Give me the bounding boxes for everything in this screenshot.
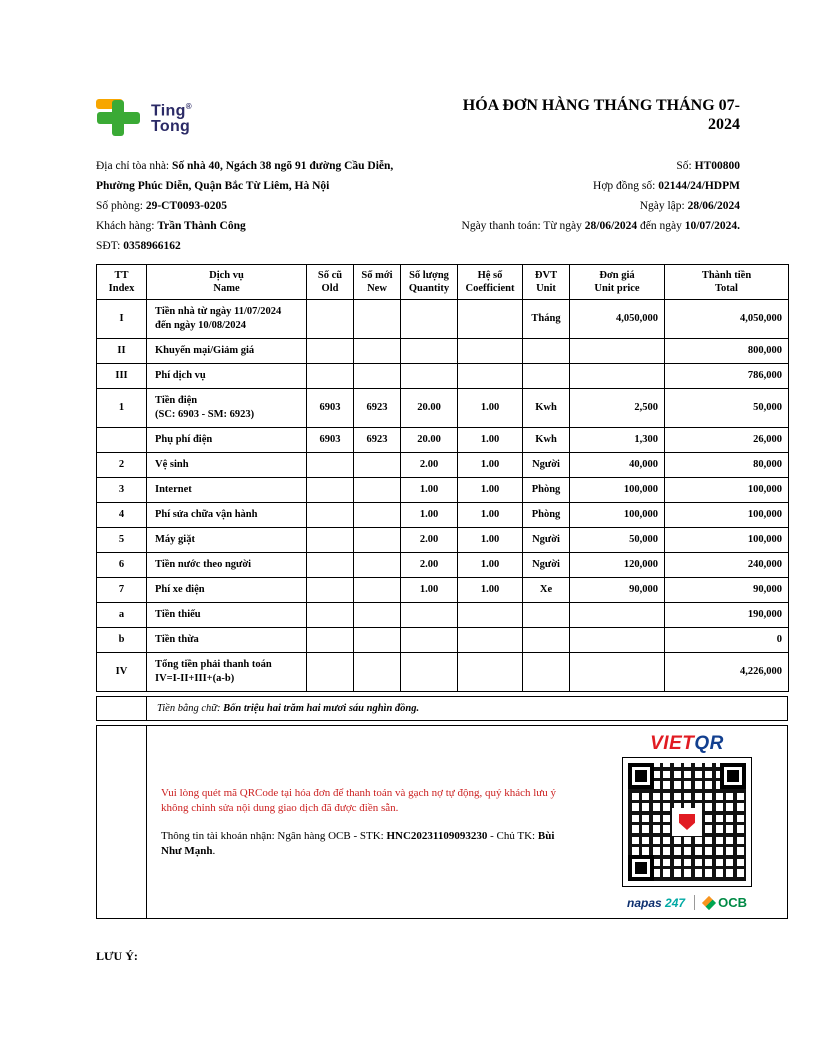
amount-in-words-index-cell	[97, 697, 147, 720]
issue-date: Ngày lập: 28/06/2024	[639, 200, 740, 212]
tingtong-logo	[96, 96, 192, 138]
tingtong-logo-text	[151, 99, 192, 135]
table-header-row	[97, 265, 789, 300]
registered-mark: ®	[185, 101, 192, 111]
col-header-old: Số cũ Old	[307, 265, 354, 300]
building-address-line-2: Phường Phúc Diễn, Quận Bắc Từ Liêm, Hà Nội	[96, 180, 330, 192]
info-row	[96, 156, 740, 176]
vietqr-center-badge	[672, 808, 702, 836]
phone-number: SĐT: 0358966162	[96, 240, 181, 252]
ocb-diamond-icon	[702, 895, 716, 909]
logo-divider	[694, 895, 695, 910]
building-address-line-1: Địa chỉ tòa nhà: Số nhà 40, Ngách 38 ngõ 91 đường Cầu Diễn,	[96, 160, 394, 172]
qr-finder-top-left-icon	[628, 763, 654, 789]
amount-in-words-row	[96, 696, 788, 721]
table-row-internet: 3 Internet 1.00 1.00 Phòng 100,000 100,000	[97, 478, 789, 503]
logo-word-tong: Tong	[151, 118, 191, 136]
qr-code	[622, 757, 752, 887]
col-header-quantity: Số lượng Quantity	[401, 265, 458, 300]
payment-network-logos	[627, 895, 747, 910]
payment-date-range: Ngày thanh toán: Từ ngày 28/06/2024 đến ngày 10/07/2024.	[461, 220, 740, 232]
account-number: HNC20231109093230	[386, 829, 488, 842]
header	[96, 96, 788, 144]
logo-word-ting: Ting	[151, 102, 186, 120]
qr-area	[587, 726, 787, 918]
invoice-title: HÓA ĐƠN HÀNG THÁNG THÁNG 07-2024	[462, 97, 740, 133]
col-header-name: Dịch vụ Name	[147, 265, 307, 300]
footer-note: LƯU Ý:	[96, 949, 138, 963]
info-row	[96, 236, 740, 256]
invoice-content	[96, 0, 788, 964]
col-header-unit-price: Đơn giá Unit price	[570, 265, 665, 300]
table-row-discount: II Khuyến mại/Giảm giá 800,000	[97, 339, 789, 364]
payment-index-cell	[97, 726, 147, 918]
info-row	[96, 216, 740, 236]
qr-finder-top-right-icon	[720, 763, 746, 789]
ocb-logo: OCB	[704, 895, 747, 910]
table-row-service-fee: III Phí dịch vụ 786,000	[97, 364, 789, 389]
table-row-maintenance: 4 Phí sửa chữa vận hành 1.00 1.00 Phòng 100,000 100,000	[97, 503, 789, 528]
customer-name: Khách hàng: Trần Thành Công	[96, 220, 246, 232]
payment-section	[96, 725, 788, 919]
table-row-water: 6 Tiền nước theo người 2.00 1.00 Người 120,000 240,000	[97, 553, 789, 578]
table-row-laundry: 5 Máy giặt 2.00 1.00 Người 50,000 100,000	[97, 528, 789, 553]
col-header-total: Thành tiền Total	[665, 265, 789, 300]
table-row-excess: b Tiền thừa 0	[97, 628, 789, 653]
payment-main-cell	[147, 726, 787, 918]
invoice-number: Số: HT00800	[676, 160, 740, 172]
col-header-unit: ĐVT Unit	[523, 265, 570, 300]
invoice-info	[96, 156, 740, 256]
table-row-cleaning: 2 Vệ sinh 2.00 1.00 Người 40,000 80,000	[97, 453, 789, 478]
vietqr-logo: VIETQR	[650, 733, 724, 754]
qr-finder-bottom-left-icon	[628, 855, 654, 881]
table-row-ebike: 7 Phí xe điện 1.00 1.00 Xe 90,000 90,000	[97, 578, 789, 603]
room-number: Số phòng: 29-CT0093-0205	[96, 200, 227, 212]
table-row-electricity: 1 Tiền điện (SC: 6903 - SM: 6923) 6903 6923 20.00 1.00 Kwh 2,500 50,000	[97, 389, 789, 428]
table-row-electricity-surcharge: Phụ phí điện 6903 6923 20.00 1.00 Kwh 1,300 26,000	[97, 428, 789, 453]
services-table	[96, 264, 789, 692]
napas-logo: napas 247	[627, 895, 686, 910]
col-header-new: Số mới New	[354, 265, 401, 300]
qr-instruction: Vui lòng quét mã QRCode tại hóa đơn để thanh toán và gạch nợ tự động, quý khách lưu ý không chỉnh sửa nội dung giao dịch đã được điền sẵn.	[161, 786, 556, 814]
payment-text	[147, 726, 587, 918]
vietqr-arrow-icon	[679, 814, 695, 830]
amount-in-words: Tiền bằng chữ: Bốn triệu hai trăm hai mươi sáu nghìn đồng.	[157, 703, 420, 714]
account-info: Thông tin tài khoản nhận: Ngân hàng OCB - STK: HNC20231109093230 - Chủ TK: Bùi Như Mạnh.	[161, 829, 555, 857]
col-header-index: TT Index	[97, 265, 147, 300]
table-row-grand-total: IV Tổng tiền phải thanh toán IV=I-II+III+(a-b) 4,226,000	[97, 653, 789, 692]
info-row	[96, 196, 740, 216]
contract-number: Hợp đồng số: 02144/24/HDPM	[593, 180, 740, 192]
col-header-coefficient: Hệ số Coefficient	[458, 265, 523, 300]
table-row-rent: I Tiền nhà từ ngày 11/07/2024 đến ngày 10/08/2024 Tháng 4,050,000 4,050,000	[97, 300, 789, 339]
tingtong-cross-icon	[96, 96, 142, 138]
account-holder: Bùi Như Mạnh	[161, 829, 555, 857]
logo-green-horizontal	[97, 112, 140, 124]
table-row-shortage: a Tiền thiếu 190,000	[97, 603, 789, 628]
info-row	[96, 176, 740, 196]
